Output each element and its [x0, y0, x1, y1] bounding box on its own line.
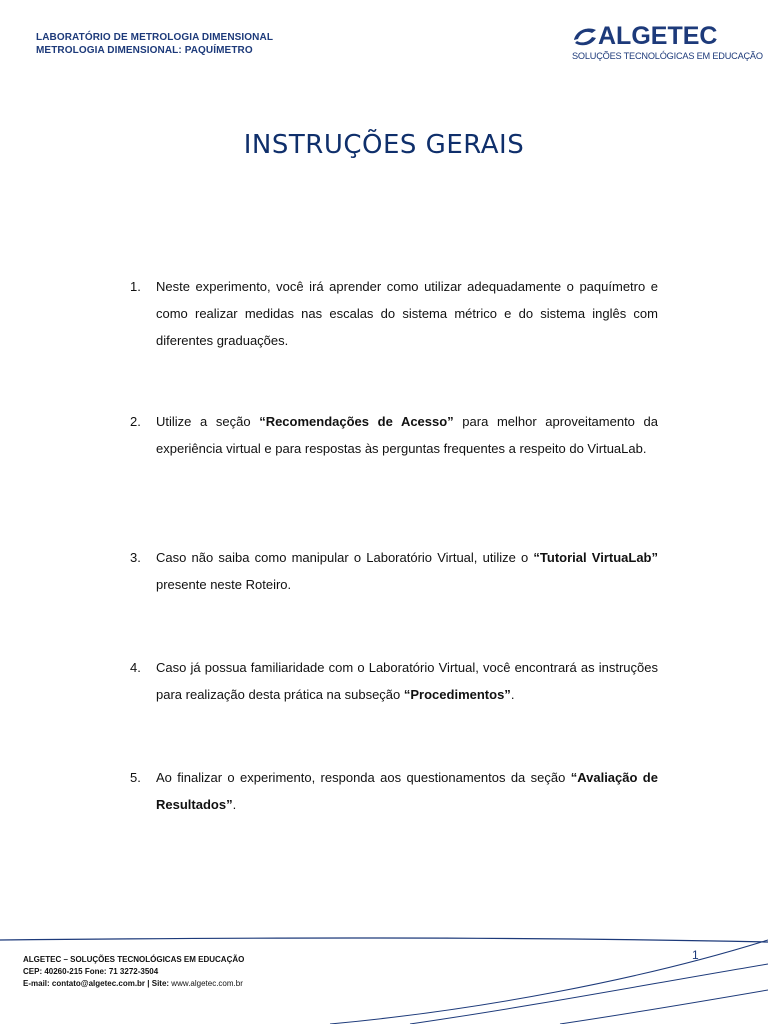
document-header — [36, 31, 273, 57]
footer-email-site: E-mail: contato@algetec.com.br | Site: www.algetec.com.br — [23, 979, 243, 988]
instruction-text: Neste experimento, você irá aprender como utilizar adequadamente o paquímetro e como realizar medidas nas escalas do sistema métrico e do sistema inglês com diferentes graduações. — [156, 279, 658, 348]
instruction-item-3 — [130, 544, 658, 598]
page-title: INSTRUÇÕES GERAIS — [243, 130, 525, 160]
algetec-logo — [572, 22, 763, 64]
footer-address: CEP: 40260-215 Fone: 71 3272-3504 — [23, 967, 159, 976]
header-lab-name: LABORATÓRIO DE METROLOGIA DIMENSIONAL — [36, 32, 274, 43]
header-subject: METROLOGIA DIMENSIONAL: PAQUÍMETRO — [36, 45, 253, 56]
instruction-number: 4. — [130, 660, 141, 675]
instruction-number: 5. — [130, 770, 141, 785]
instruction-item-1 — [130, 273, 658, 354]
section-reference: “Avaliação de Resultados” — [156, 770, 658, 812]
instruction-text: Ao finalizar o experimento, responda aos questionamentos da seção “Avaliação de Resultados”. — [156, 770, 658, 812]
instruction-text: Caso já possua familiaridade com o Laboratório Virtual, você encontrará as instruções para realização desta prática na subseção “Procedimentos”. — [156, 660, 658, 702]
footer-company: ALGETEC – SOLUÇÕES TECNOLÓGICAS EM EDUCAÇÃO — [23, 955, 245, 964]
instruction-text: Utilize a seção “Recomendações de Acesso” para melhor aproveitamento da experiência virtual e para respostas às perguntas frequentes a respeito do VirtuaLab. — [156, 414, 658, 456]
algetec-logo-icon — [572, 26, 598, 48]
instruction-number: 2. — [130, 414, 141, 429]
instruction-number: 3. — [130, 550, 141, 565]
section-reference: “Recomendações de Acesso” — [259, 414, 454, 429]
instruction-item-5 — [130, 764, 658, 818]
logo-tagline: SOLUÇÕES TECNOLÓGICAS EM EDUCAÇÃO — [572, 51, 763, 61]
page-number: 1 — [692, 948, 699, 962]
instruction-text: Caso não saiba como manipular o Laboratório Virtual, utilize o “Tutorial VirtuaLab” presente neste Roteiro. — [156, 550, 658, 592]
section-reference: “Tutorial VirtuaLab” — [533, 550, 658, 565]
instruction-item-4 — [130, 654, 658, 708]
footer-contact — [23, 954, 244, 990]
footer-site-link[interactable]: www.algetec.com.br — [171, 979, 243, 988]
section-reference: “Procedimentos” — [403, 687, 511, 702]
instruction-item-2 — [130, 408, 658, 462]
instruction-number: 1. — [130, 279, 141, 294]
logo-wordmark: ALGETEC — [598, 22, 718, 50]
